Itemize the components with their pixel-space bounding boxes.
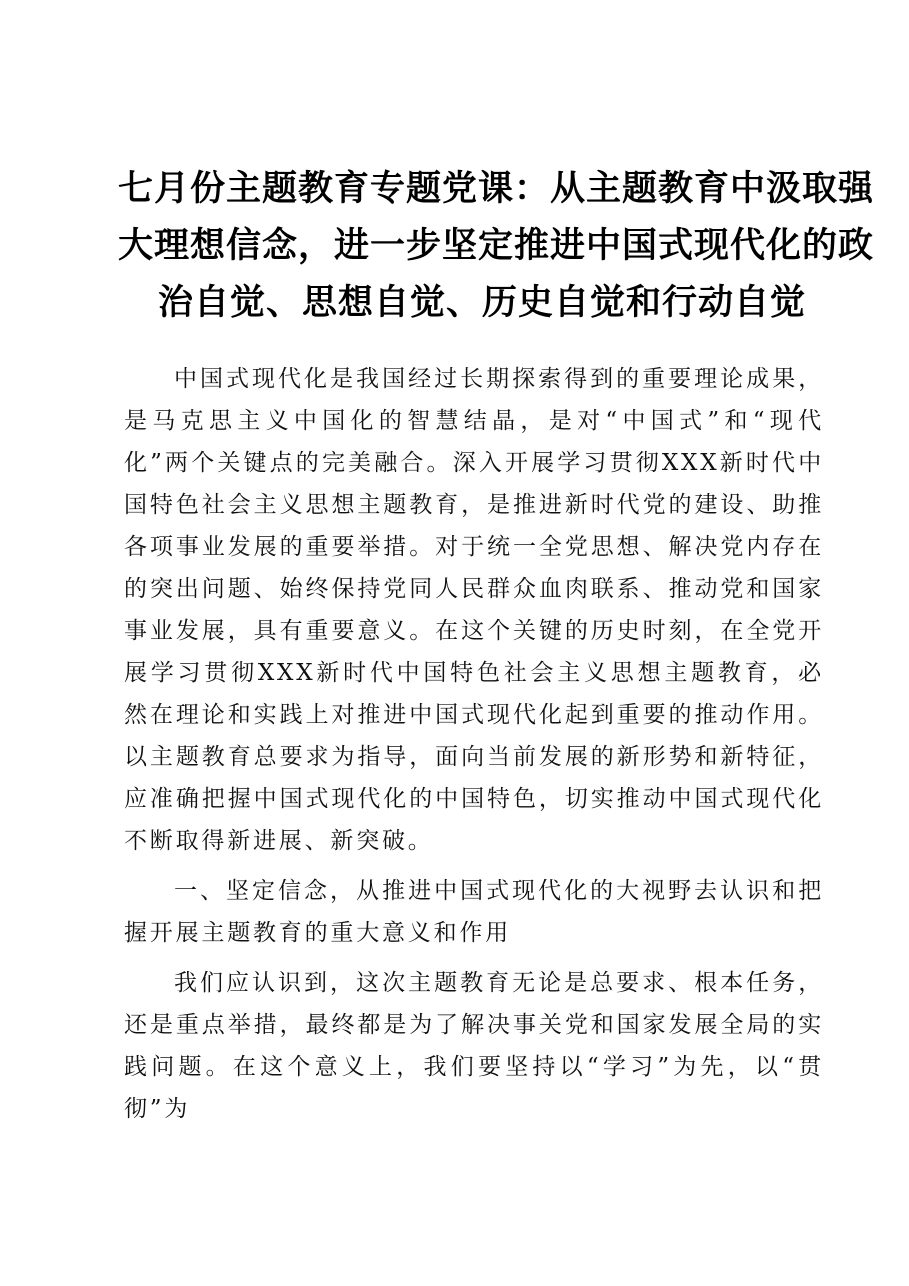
title-line-3: 治自觉、思想自觉、历史自觉和行动自觉 xyxy=(158,282,807,323)
document-body xyxy=(124,358,824,1138)
paragraph-section-1: 我们应认识到，这次主题教育无论是总要求、根本任务，还是重点举措，最终都是为了解决事关党和国家发展全局的实践问题。在这个意义上，我们要坚持以“学习”为先，以“贯彻”为 xyxy=(124,970,824,1122)
document-title xyxy=(118,160,875,331)
paragraph-intro: 中国式现代化是我国经过长期探索得到的重要理论成果，是马克思主义中国化的智慧结晶，是对“中国式”和“现代化”两个关键点的完美融合。深入开展学习贯彻XXX新时代中国特色社会主义思想主题教育，是推进新时代党的建设、助推各项事业发展的重要举措。对于统一全党思想、解决党内存在的突出问题、始终保持党同人民群众血肉联系、推动党和国家事业发展，具有重要意义。在这个关键的历史时刻，在全党开展学习贯彻XXX新时代中国特色社会主义思想主题教育，必然在理论和实践上对推进中国式现代化起到重要的推动作用。以主题教育总要求为指导，面向当前发展的新形势和新特征，应准确把握中国式现代化的中国特色，切实推动中国式现代化不断取得新进展、新突破。 xyxy=(124,366,824,854)
title-line-1: 七月份主题教育专题党课：从主题教育中汲取强 xyxy=(118,168,875,209)
title-line-2: 大理想信念，进一步坚定推进中国式现代化的政 xyxy=(118,225,875,266)
section-heading-1: 一、坚定信念，从推进中国式现代化的大视野去认识和把握开展主题教育的重大意义和作用 xyxy=(124,878,824,946)
